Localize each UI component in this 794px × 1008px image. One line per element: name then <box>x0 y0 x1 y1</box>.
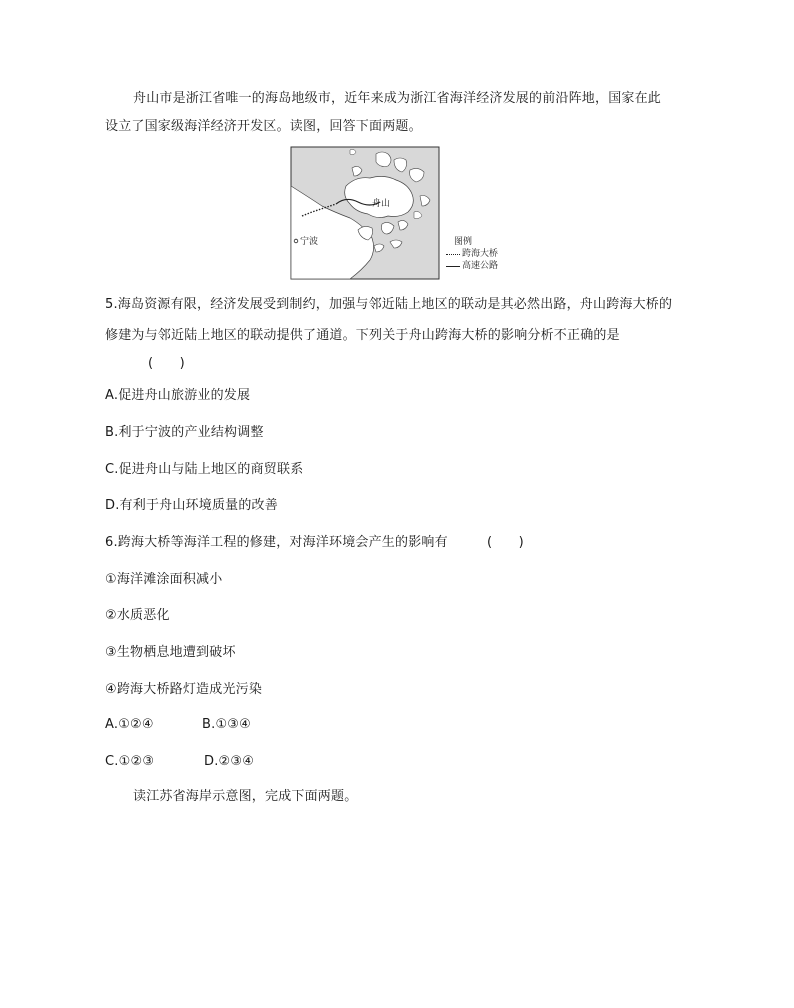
q5-answer-paren: ( ) <box>148 356 185 371</box>
q6-item-4: ④跨海大桥路灯造成光污染 <box>105 682 263 697</box>
intro-line-2: 设立了国家级海洋经济开发区。读图，回答下面两题。 <box>105 119 422 134</box>
solid-line-icon <box>446 266 460 267</box>
next-section-intro: 读江苏省海岸示意图，完成下面两题。 <box>133 789 358 804</box>
q6-option-a[interactable]: A.①②④ <box>105 717 154 732</box>
dotted-line-icon <box>446 254 460 255</box>
q6-item-1: ①海洋滩涂面积减小 <box>105 572 223 587</box>
label-zhoushan: 舟山 <box>372 199 391 209</box>
zhoushan-map <box>290 146 506 280</box>
q6-option-b[interactable]: B.①③④ <box>202 717 252 732</box>
label-ningbo: 宁波 <box>300 237 319 247</box>
legend-bridge <box>446 248 498 260</box>
q5-option-d[interactable]: D.有利于舟山环境质量的改善 <box>105 498 278 513</box>
q6-item-3: ③生物栖息地遭到破坏 <box>105 645 236 660</box>
q6-answer-paren: ( ) <box>487 535 524 550</box>
map-legend <box>446 236 498 272</box>
q6-stem: 6.跨海大桥等海洋工程的修建，对海洋环境会产生的影响有 <box>105 535 448 550</box>
legend-bridge-label: 跨海大桥 <box>462 249 499 259</box>
intro-line-1: 舟山市是浙江省唯一的海岛地级市，近年来成为浙江省海洋经济发展的前沿阵地，国家在此 <box>133 91 662 106</box>
q5-stem-line-1: 5.海岛资源有限，经济发展受到制约，加强与邻近陆上地区的联动是其必然出路，舟山跨海大桥的 <box>105 297 673 312</box>
q6-item-2: ②水质恶化 <box>105 608 170 623</box>
legend-highway <box>446 260 498 272</box>
q6-option-c[interactable]: C.①②③ <box>105 754 155 769</box>
q5-option-c[interactable]: C.促进舟山与陆上地区的商贸联系 <box>105 462 304 477</box>
q5-option-b[interactable]: B.利于宁波的产业结构调整 <box>105 425 264 440</box>
q5-option-a[interactable]: A.促进舟山旅游业的发展 <box>105 388 251 403</box>
q5-stem-line-2: 修建为与邻近陆上地区的联动提供了通道。下列关于舟山跨海大桥的影响分析不正确的是 <box>105 328 620 343</box>
q6-option-d[interactable]: D.②③④ <box>204 754 255 769</box>
legend-title: 图例 <box>454 237 473 247</box>
map-drawing <box>290 146 440 280</box>
legend-highway-label: 高速公路 <box>462 261 499 271</box>
